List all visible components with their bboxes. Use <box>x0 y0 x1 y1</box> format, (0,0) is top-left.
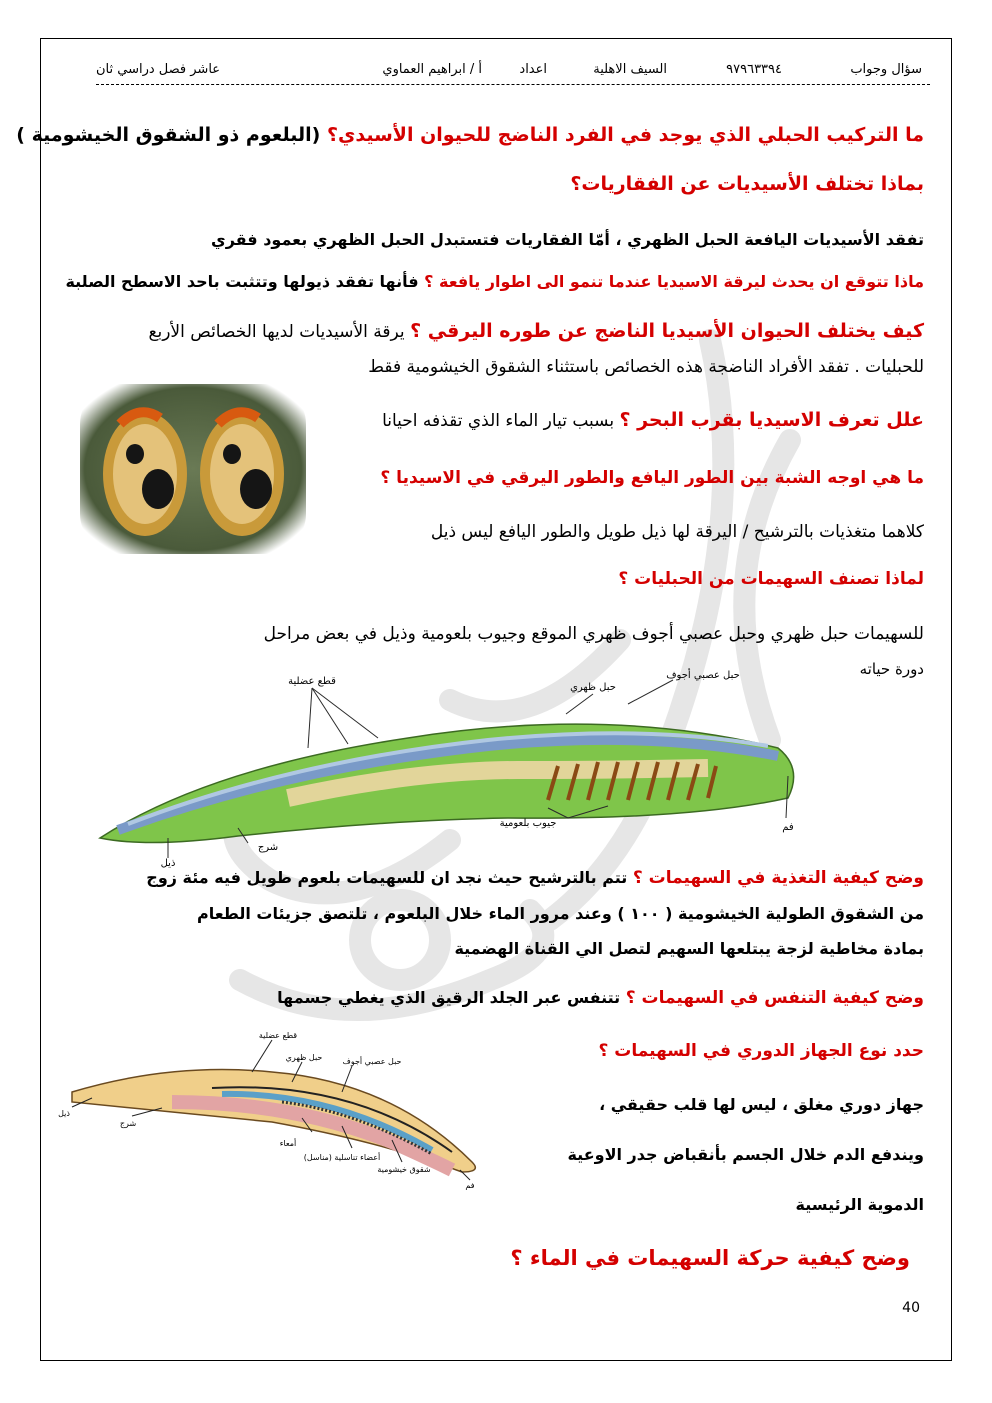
question-1-text: ما التركيب الحبلي الذي يوجد في الفرد الناضج للحيوان الأسيدي؟ <box>326 124 924 146</box>
answer-2: تفقد الأسيديات اليافعة الحبل الظهري ، أمّا الفقاريات فتستبدل الحبل الظهري بعمود فقري <box>211 230 924 249</box>
label2-anus: شرج <box>119 1119 137 1128</box>
answer-8-text: تتم بالترشيح حيث نجد ان للسهيمات بلعوم طويل فيه مئة زوج <box>146 868 628 887</box>
header-school: السيف الاهلية <box>593 62 667 77</box>
label-mouth: فم <box>782 822 794 833</box>
header-teacher: أ / ابراهيم العماوي <box>382 62 482 77</box>
ascidian-photo <box>80 384 306 554</box>
header-grade: عاشر فصل دراسي ثان <box>96 62 221 77</box>
question-7: لماذا تصنف السهيمات من الحبليات ؟ <box>618 569 924 589</box>
label2-gonads: أعضاء تناسلية (مناسل) <box>303 1153 381 1162</box>
answer-10-cont2: الدموية الرئيسية <box>795 1195 924 1214</box>
header-subject: سؤال وجواب <box>850 62 922 77</box>
question-8-text: وضح كيفية التغذية في السهيمات ؟ <box>632 868 924 888</box>
question-4-text: كيف يختلف الحيوان الأسيديا الناضج عن طوره اليرقي ؟ <box>410 320 924 342</box>
question-5-text: علل تعرف الاسيديا بقرب البحر ؟ <box>619 409 924 431</box>
header-prepared: اعداد <box>519 62 547 77</box>
question-4 <box>148 320 924 342</box>
answer-8-cont2: بمادة مخاطية لزجة يبتلعها السهيم لتصل الي القناة الهضمية <box>454 939 924 958</box>
question-5 <box>382 409 924 431</box>
header-divider <box>96 84 930 85</box>
answer-7-cont: دورة حياته <box>859 660 924 678</box>
question-9 <box>277 988 924 1008</box>
answer-5-text: بسبب تيار الماء الذي تقذفه احيانا <box>382 411 615 431</box>
answer-8-cont1: من الشقوق الطولية الخيشومية ( ١٠٠ ) وعند مرور الماء خلال البلعوم ، تلتصق جزيئات الطعام <box>196 904 924 923</box>
page-number: 40 <box>902 1300 920 1316</box>
question-11: وضح كيفية حركة السهيمات في الماء ؟ <box>510 1246 910 1270</box>
label-notochord: حبل ظهري <box>570 682 616 693</box>
header-phone: ٩٧٩٦٣٣٩٤ <box>726 62 782 77</box>
label2-nerve-cord: حبل عصبي أجوف <box>342 1057 402 1066</box>
question-10: حدد نوع الجهاز الدوري في السهيمات ؟ <box>598 1041 924 1061</box>
question-8 <box>146 868 924 888</box>
label2-gill-slits: شقوق خيشومية <box>377 1165 431 1174</box>
label-tail: ذيل <box>160 858 176 869</box>
label2-intestine: أمعاء <box>279 1139 297 1148</box>
label-gill-pouches: جيوب بلعومية <box>499 818 557 829</box>
answer-3-text: فأنها تفقد ذيولها وتتثبت باحد الاسطح الصلبة <box>65 272 419 291</box>
answer-10: جهاز دوري مغلق ، ليس لها قلب حقيقي ، <box>599 1095 924 1114</box>
question-3 <box>65 272 924 291</box>
lancelet-anatomy-diagram <box>52 1022 514 1192</box>
header-bar <box>96 62 922 84</box>
answer-4-cont: للحبليات . تفقد الأفراد الناضجة هذه الخصائص باستثناء الشقوق الخيشومية فقط <box>368 357 924 377</box>
answer-9-text: تتنفس عبر الجلد الرقيق الذي يغطي جسمها <box>277 988 621 1007</box>
question-1 <box>16 124 924 146</box>
question-3-text: ماذا تتوقع ان يحدث ليرقة الاسيديا عندما تنمو الى اطوار يافعة ؟ <box>424 272 924 291</box>
label2-notochord: حبل ظهري <box>285 1053 323 1062</box>
label2-tail: ذيل <box>58 1109 70 1118</box>
answer-1-text: (البلعوم ذو الشقوق الخيشومية ) <box>16 124 321 146</box>
answer-7: للسهيمات حبل ظهري وحبل عصبي أجوف ظهري الموقع وجيوب بلعومية وذيل في بعض مراحل <box>263 624 924 644</box>
label-nerve-cord: حبل عصبي أجوف <box>666 670 740 681</box>
label2-mouth: فم <box>465 1181 475 1190</box>
answer-10-cont1: ويندفع الدم خلال الجسم بأنقباض جدر الاوعية <box>567 1145 924 1164</box>
label-anus: شرج <box>257 842 279 853</box>
question-6: ما هي اوجه الشبة بين الطور اليافع والطور اليرقي في الاسيديا ؟ <box>380 468 924 488</box>
question-9-text: وضح كيفية التنفس في السهيمات ؟ <box>625 988 924 1008</box>
lancelet-diagram <box>88 658 813 870</box>
answer-6: كلاهما متغذيات بالترشيح / اليرقة لها ذيل طويل والطور اليافع ليس ذيل <box>430 522 924 542</box>
question-2: بماذا تختلف الأسيديات عن الفقاريات؟ <box>570 173 924 195</box>
label2-muscle: قطع عضلية <box>258 1031 298 1040</box>
answer-4-text: يرقة الأسيديات لديها الخصائص الأربع <box>148 322 405 342</box>
label-muscle: قطع عضلية <box>288 676 336 687</box>
